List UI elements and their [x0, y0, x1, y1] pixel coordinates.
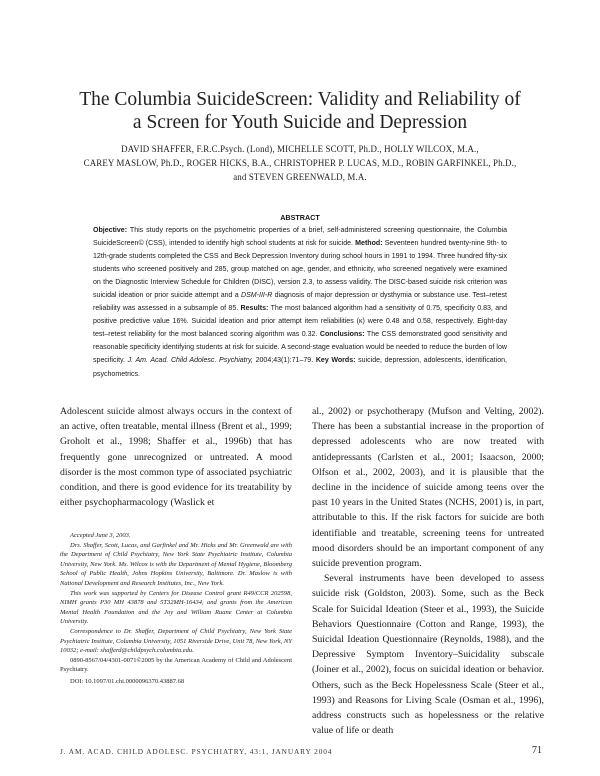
- funding-note: This work was supported by Centers for Disease Control grant R49/CCR 202598, NIMH grants P30 MH 43878 and 5T32MH-16434, and grants from the American Mental Health Foundation and the Joy and William Ruane Center at Columbia University.: [60, 589, 292, 626]
- method-label: Method:: [355, 240, 383, 248]
- citation-details: 2004;43(1):71–79.: [255, 357, 314, 365]
- results-label: Results:: [240, 305, 269, 313]
- title-line: a Screen for Youth Suicide and Depression: [132, 112, 468, 133]
- body-paragraph: al., 2002) or psychotherapy (Mufson and Velting, 2002). There has been a substantial increase in the proportion of depressed adolescents who are now treated with antidepressants (Carlsten et al., 2001; Isaacson, 2000; Olfson et al., 2002, 2003), and it is plausible that the decline in the incidence of suicide among teens over the past 10 years in the United States (NCHS, 2001) is, in part, attributable to this. If the risk factors for suicide are both identifiable and treatable, screening teens for untreated mood disorders should be an important component of any suicide prevention program.: [312, 406, 544, 570]
- page-number: 71: [532, 745, 542, 756]
- correspondence-note: Correspondence to Dr. Shaffer, Department of Child Psychiatry, New York State Psychiatric Institute, Columbia University, 1051 Riverside Drive, Unit 78, New York, NY 10032; e-mail: shafferd@childpsych.columbia.edu.: [60, 627, 292, 655]
- method-text: diagnosis of major depression or dysthymia or substance use. Test–retest reliability was assessed in a subsample of 85.: [93, 292, 507, 313]
- running-footer: J. AM. ACAD. CHILD ADOLESC. PSYCHIATRY, 43:1, JANUARY 2004: [60, 747, 333, 756]
- body-paragraph: Several instruments have been developed to assess suicide risk (Goldston, 2003). Some, such as the Beck Scale for Suicidal Ideation (Steer et al., 1993), the Suicide Behaviors Questionnaire (Cotton and Range, 1993), the Suicidal Ideation Questionnaire (Reynolds, 1988), and the Depressive Symptom Inventory–Suicidality subscale (Joiner et al., 2002), focus on suicidal ideation or behavior. Others, such as the Beck Hopelessness Scale (Steer et al., 1993) and Reasons for Living Scale (Osman et al., 1996), address constructs such as hopelessness or the relative value of life or death: [312, 573, 544, 737]
- body-paragraph: Adolescent suicide almost always occurs in the context of an active, often treatable, mental illness (Brent et al., 1999; Groholt et al., 1998; Shaffer et al., 1996b) that has frequently gone unrecognized or untreated. A mood disorder is the most common type of associated psychiatric condition, and there is good evidence for its treatability by either psychopharmacology (Waslick et: [60, 406, 292, 509]
- right-column: [312, 404, 544, 738]
- method-text: Seventeen hundred twenty-nine 9th- to 12th-grade students completed the CSS and Beck Depression Inventory during school hours in 1991 to 1994. Three hundred fifty-six students who screened positively and 285, group matched on age, gender, and ethnicity, who screened negatively were examined on the Diagnostic Interview Schedule for Children (DISC), version 2.3, to assess validity. The DISC-based suicide risk criterion was suicidal ideation or prior suicide attempt and a: [93, 240, 507, 300]
- keywords-text: suicide, depression, adolescents, identification, psychometrics.: [93, 357, 507, 378]
- results-text: The most balanced algorithm had a sensitivity of 0.75, specificity 0.83, and positive predictive value 16%. Suicidal ideation and prior attempt item reliabilities (κ) were 0.48 and 0.58, respectively. Eight-day test–retest reliability for the most balanced scoring algorithm was 0.32.: [93, 305, 507, 339]
- objective-label: Objective:: [93, 227, 128, 234]
- abstract-heading: ABSTRACT: [280, 213, 320, 222]
- accepted-date: Accepted June 3, 2003.: [70, 532, 131, 539]
- author-list: [62, 142, 538, 184]
- abstract-body: [93, 224, 507, 381]
- article-title: [60, 88, 540, 134]
- conclusions-text: The CSS demonstrated good sensitivity and reasonable specificity identifying students at risk for suicide. A second-stage evaluation would be needed to reduce the burden of low specificity.: [93, 331, 507, 365]
- keywords-label: Key Words:: [315, 357, 356, 365]
- copyright-note: 0890-8567/04/4301-0071©2005 by the American Academy of Child and Adolescent Psychiatry.: [60, 656, 292, 674]
- dsm-term: DSM-III-R: [240, 292, 273, 300]
- author-line: CAREY MASLOW, Ph.D., ROGER HICKS, B.A., CHRISTOPHER P. LUCAS, M.D., ROBIN GARFINKEL, Ph.D.,: [83, 158, 517, 168]
- left-column: [60, 404, 292, 510]
- author-line: and STEVEN GREENWALD, M.A.: [233, 172, 367, 182]
- conclusions-label: Conclusions:: [319, 331, 365, 339]
- objective-text: This study reports on the psychometric properties of a brief, self-administered screening questionnaire, the Columbia SuicideScreen© (CSS), intended to identify high school students at risk for suicide.: [93, 227, 507, 248]
- author-affiliations: Drs. Shaffer, Scott, Lucas, and Garfinkel and Mr. Hicks and Mr. Greenwald are with the Department of Child Psychiatry, New York State Psychiatric Institute, Columbia University, New York. Ms. Wilcox is with the Department of Mental Hygiene, Bloomberg School of Public Health, Johns Hopkins University, Baltimore. Dr. Maslow is with National Development and Research Institutes, Inc., New York.: [60, 541, 292, 587]
- journal-citation: J. Am. Acad. Child Adolesc. Psychiatry,: [127, 357, 253, 365]
- doi-note: DOI: 10.1097/01.chi.0000096370.43887.68: [70, 677, 185, 685]
- footnotes: [60, 531, 292, 687]
- author-line: DAVID SHAFFER, F.R.C.Psych. (Lond), MICHELLE SCOTT, Ph.D., HOLLY WILCOX, M.A.,: [121, 144, 479, 154]
- title-line: The Columbia SuicideScreen: Validity and Reliability of: [79, 89, 521, 110]
